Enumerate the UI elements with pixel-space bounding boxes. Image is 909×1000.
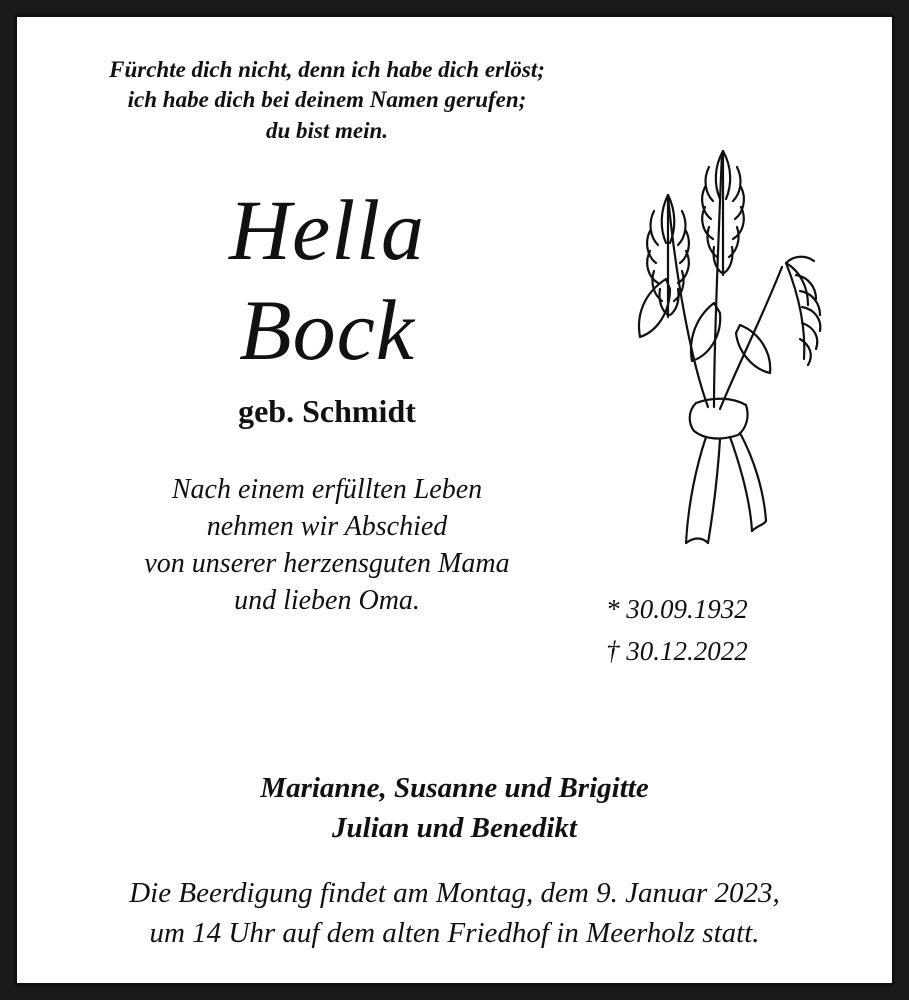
survivors-line-2: Julian und Benedikt bbox=[332, 812, 577, 845]
survivors-line-1: Marianne, Susanne und Brigitte bbox=[260, 772, 649, 805]
deceased-maiden-name: geb. Schmidt bbox=[238, 393, 416, 430]
name-and-tribute-column bbox=[47, 182, 607, 620]
verse-line-3: du bist mein. bbox=[265, 117, 389, 143]
tribute-line-1: Nach einem erfüllten Leben bbox=[171, 474, 483, 506]
survivors-list bbox=[47, 768, 862, 848]
wheat-sheaf-icon bbox=[610, 107, 840, 567]
deceased-given-name: Hella bbox=[228, 182, 426, 278]
tribute-text bbox=[47, 472, 607, 620]
verse-line-2: ich habe dich bei deinem Namen gerufen; bbox=[127, 87, 527, 113]
tribute-line-3: von unserer herzensguten Mama bbox=[144, 547, 510, 579]
verse-line-1: Fürchte dich nicht, denn ich habe dich erlöst; bbox=[109, 57, 545, 82]
funeral-details bbox=[47, 874, 862, 953]
notice-frame bbox=[14, 14, 895, 986]
emblem-and-dates-column bbox=[600, 107, 850, 673]
birth-date: * 30.09.1932 bbox=[606, 594, 748, 624]
tribute-line-4: und lieben Oma. bbox=[234, 584, 420, 616]
death-date: † 30.12.2022 bbox=[606, 635, 748, 666]
bible-verse bbox=[47, 55, 607, 146]
funeral-line-2: um 14 Uhr auf dem alten Friedhof in Meerholz statt. bbox=[149, 916, 760, 949]
deceased-family-name: Bock bbox=[239, 281, 415, 378]
tribute-line-2: nehmen wir Abschied bbox=[206, 510, 448, 542]
bottom-block bbox=[47, 768, 862, 953]
life-dates bbox=[600, 589, 850, 673]
funeral-line-1: Die Beerdigung findet am Montag, dem 9. Januar 2023, bbox=[129, 877, 780, 910]
